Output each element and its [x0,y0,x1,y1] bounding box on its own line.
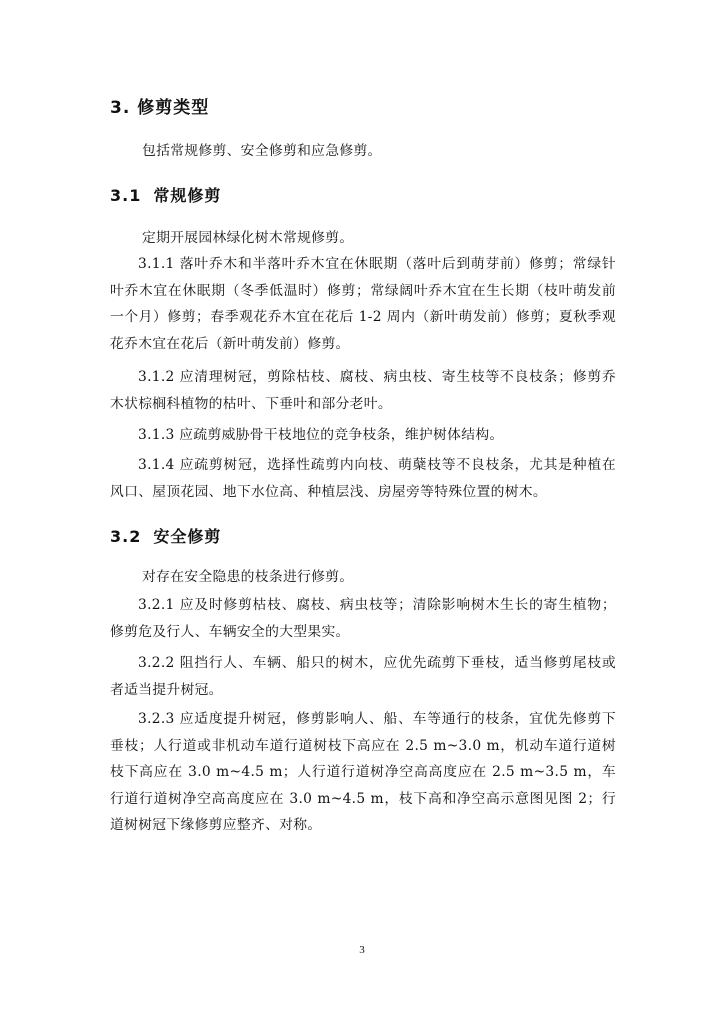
paragraph-3-1-3: 3.1.3 应疏剪威胁骨干枝地位的竞争枝条，维护树体结构。 [138,427,504,443]
section-title: 安全修剪 [153,527,222,546]
paragraph-3-1-4: 3.1.4 应疏剪树冠，选择性疏剪内向枝、萌蘖枝等不良枝条，尤其是种植在风口、屋顶花园、地下水位高、种植层浅、房屋旁等特殊位置的树木。 [110,457,616,500]
paragraph-3-2-2: 3.2.2 阻挡行人、车辆、船只的树木，应优先疏剪下垂枝，适当修剪尾枝或者适当提升树冠。 [110,655,616,698]
section-3-1-heading [110,183,221,206]
section-title: 常规修剪 [153,186,222,205]
section-3-intro: 包括常规修剪、安全修剪和应急修剪。 [142,143,382,159]
section-3-heading: 3. 修剪类型 [110,98,210,118]
section-3-2-intro: 对存在安全隐患的枝条进行修剪。 [142,569,354,585]
paragraph-3-1-1: 3.1.1 落叶乔木和半落叶乔木宜在休眠期（落叶后到萌芽前）修剪；常绿针叶乔木宜在休眠期（冬季低温时）修剪；常绿阔叶乔木宜在生长期（枝叶萌发前一个月）修剪；春季观花乔木宜在花后 1-2 周内（新叶萌发前）修剪；夏秋季观花乔木宜在花后（新叶萌发前）修剪。 [110,256,616,352]
section-3-2-heading [110,524,221,547]
section-number: 3.1 [110,186,142,205]
section-number: 3.2 [110,527,142,546]
paragraph-3-2-3: 3.2.3 应适度提升树冠，修剪影响人、船、车等通行的枝条，宜优先修剪下垂枝；人行道或非机动车道行道树枝下高应在 2.5 m~3.0 m，机动车道行道树枝下高应在 3.0 m~4.5 m；人行道行道树净空高高度应在 2.5 m~3.5 m，车行道行道树净空高高度应在 3.0 m~4.5 m，枝下高和净空高示意图见图 2；行道树树冠下缘修剪应整齐、对称。 [110,711,616,833]
page-number: 3 [359,944,365,956]
paragraph-3-2-1: 3.2.1 应及时修剪枯枝、腐枝、病虫枝等；清除影响树木生长的寄生植物；修剪危及行人、车辆安全的大型果实。 [110,597,616,640]
paragraph-3-1-2: 3.1.2 应清理树冠，剪除枯枝、腐枝、病虫枝、寄生枝等不良枝条；修剪乔木状棕榈科植物的枯叶、下垂叶和部分老叶。 [110,369,616,412]
section-3-1-intro: 定期开展园林绿化树木常规修剪。 [142,230,354,246]
